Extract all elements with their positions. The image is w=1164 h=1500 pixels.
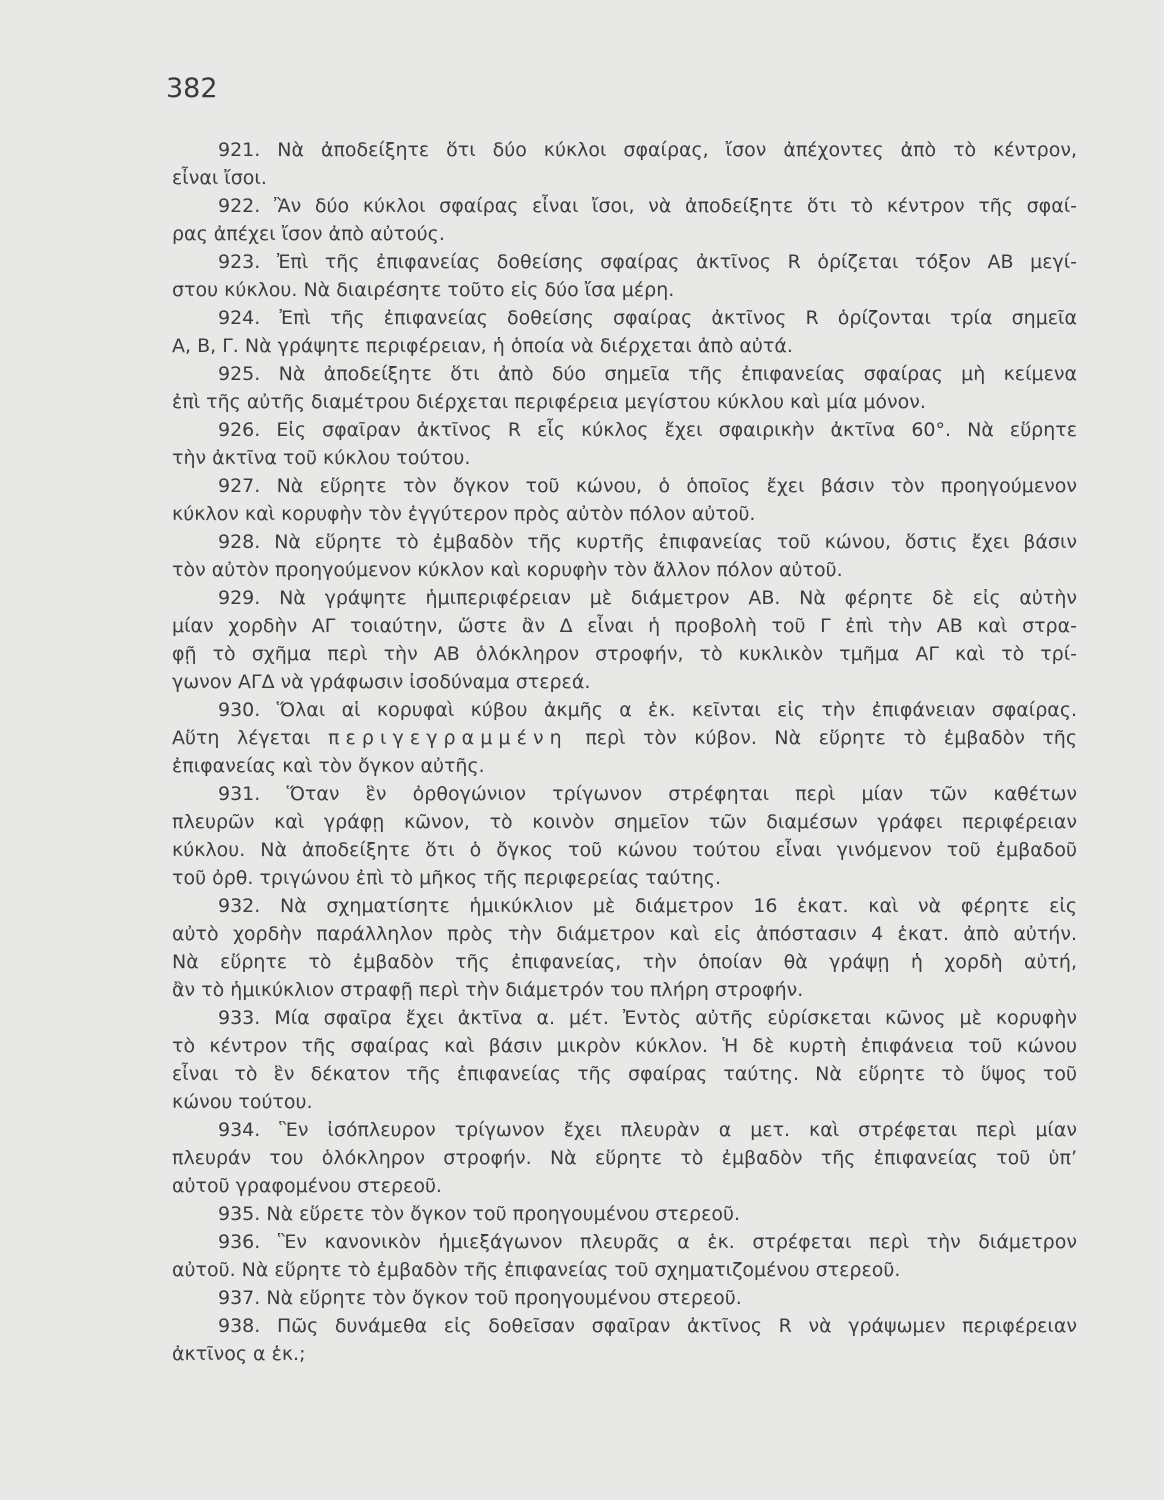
exercise-line: μίαν χορδὴν ΑΓ τοιαύτην, ὥστε ἂν Δ εἶναι ἡ προβολὴ τοῦ Γ ἐπὶ τὴν ΑΒ καὶ στρα-	[172, 615, 1077, 637]
exercise-line	[172, 724, 1077, 752]
exercise-line: Νὰ εὕρητε τὸ ἐμβαδὸν τῆς ἐπιφανείας, τὴν ὁποίαν θὰ γράψῃ ἡ χορδὴ αὐτή,	[172, 951, 1077, 973]
exercise-text: Ἐπὶ τῆς ἐπιφανείας δοθείσης σφαίρας ἀκτῖνος R ὁρίζεται τόξον ΑΒ μεγί-	[276, 251, 1077, 273]
exercise-number: 931.	[218, 783, 261, 805]
exercise-text: Νὰ εὕρητε τὸν ὄγκον τοῦ προηγουμένου στερεοῦ.	[266, 1287, 742, 1309]
exercise-line	[172, 696, 1077, 724]
exercise-text: Νὰ εὕρητε τὸν ὄγκον τοῦ κώνου, ὁ ὁποῖος ἔχει βάσιν τὸν προηγούμενον	[276, 475, 1077, 497]
exercise-line: τὴν ἀκτῖνα τοῦ κύκλου τούτου.	[172, 447, 471, 469]
exercise-line: ἐπιφανείας καὶ τὸν ὄγκον αὐτῆς.	[172, 755, 485, 777]
exercise-line	[172, 1200, 1077, 1228]
exercise-number: 935.	[218, 1203, 261, 1225]
exercise-text: Ἂν δύο κύκλοι σφαίρας εἶναι ἴσοι, νὰ ἀποδείξητε ὅτι τὸ κέντρον τῆς σφαί-	[273, 195, 1077, 217]
exercise-text: περὶ τὸν κύβον. Νὰ εὕρητε τὸ ἐμβαδὸν τῆς	[585, 727, 1077, 749]
exercise-text: Νὰ γράψητε ἡμιπεριφέρειαν μὲ διάμετρον ΑΒ. Νὰ φέρητε δὲ εἰς αὐτὴν	[279, 587, 1077, 609]
exercise-text: Νὰ σχηματίσητε ἡμικύκλιον μὲ διάμετρον 16 ἑκατ. καὶ νὰ φέρητε εἰς	[279, 895, 1077, 917]
exercise-number: 929.	[218, 587, 261, 609]
exercise-line: φῇ τὸ σχῆμα περὶ τὴν ΑΒ ὁλόκληρον στροφήν, τὸ κυκλικὸν τμῆμα ΑΓ καὶ τὸ τρί-	[172, 643, 1077, 665]
exercise-text: Αὕτη λέγεται	[172, 727, 311, 749]
exercise-line: εἶναι τὸ ἓν δέκατον τῆς ἐπιφανείας τῆς σφαίρας ταύτης. Νὰ εὕρητε τὸ ὕψος τοῦ	[172, 1063, 1077, 1085]
exercise-line: τὸ κέντρον τῆς σφαίρας καὶ βάσιν μικρὸν κύκλον. Ἡ δὲ κυρτὴ ἐπιφάνεια τοῦ κώνου	[172, 1035, 1077, 1057]
exercise-number: 926.	[218, 419, 261, 441]
exercise-line: πλευράν του ὁλόκληρον στροφήν. Νὰ εὕρητε τὸ ἐμβαδὸν τῆς ἐπιφανείας τοῦ ὑπ’	[172, 1147, 1077, 1169]
exercise-text: Νὰ εὕρητε τὸ ἐμβαδὸν τῆς κυρτῆς ἐπιφανείας τοῦ κώνου, ὅστις ἔχει βάσιν	[274, 531, 1077, 553]
exercise-line: ρας ἀπέχει ἴσον ἀπὸ αὐτούς.	[172, 223, 445, 245]
exercise-line: κύκλον καὶ κορυφὴν τὸν ἐγγύτερον πρὸς αὐτὸν πόλον αὐτοῦ.	[172, 503, 756, 525]
exercise-line: εἶναι ἴσοι.	[172, 167, 267, 189]
exercise-line	[172, 1004, 1077, 1032]
exercise-926	[172, 416, 1077, 472]
emphasized-term: περιγεγραμμένη	[328, 727, 568, 749]
exercise-line	[172, 360, 1077, 388]
exercise-text: Εἰς σφαῖραν ἀκτῖνος R εἷς κύκλος ἔχει σφαιρικὴν ἀκτῖνα 60°. Νὰ εὕρητε	[276, 419, 1077, 441]
exercise-924	[172, 304, 1077, 360]
exercise-text: Νὰ εὕρετε τὸν ὄγκον τοῦ προηγουμένου στερεοῦ.	[266, 1203, 741, 1225]
exercise-text: Ἓν κανονικὸν ἡμιεξάγωνον πλευρᾶς α ἑκ. στρέφεται περὶ τὴν διάμετρον	[277, 1231, 1077, 1253]
exercise-line	[172, 528, 1077, 556]
exercise-text: Νὰ ἀποδείξητε ὅτι ἀπὸ δύο σημεῖα τῆς ἐπιφανείας σφαίρας μὴ κείμενα	[278, 363, 1077, 385]
exercise-line	[172, 248, 1077, 276]
exercise-list	[172, 136, 1077, 1368]
exercise-line: στου κύκλου. Νὰ διαιρέσητε τοῦτο εἰς δύο ἴσα μέρη.	[172, 279, 675, 301]
exercise-text: Ἓν ἰσόπλευρον τρίγωνον ἔχει πλευρὰν α μετ. καὶ στρέφεται περὶ μίαν	[279, 1119, 1077, 1141]
exercise-935	[172, 1200, 1077, 1228]
page-number: 382	[166, 73, 218, 104]
exercise-number: 937.	[218, 1287, 261, 1309]
exercise-text: Ἐπὶ τῆς ἐπιφανείας δοθείσης σφαίρας ἀκτῖνος R ὁρίζονται τρία σημεῖα	[279, 307, 1078, 329]
exercise-932	[172, 892, 1077, 1004]
exercise-number: 932.	[218, 895, 261, 917]
exercise-line	[172, 1312, 1077, 1340]
exercise-line	[172, 136, 1077, 164]
exercise-line: αὐτὸ χορδὴν παράλληλον πρὸς τὴν διάμετρον καὶ εἰς ἀπόστασιν 4 ἑκατ. ἀπὸ αὐτήν.	[172, 923, 1077, 945]
exercise-line: τοῦ ὀρθ. τριγώνου ἐπὶ τὸ μῆκος τῆς περιφερείας ταύτης.	[172, 867, 722, 889]
exercise-number: 933.	[218, 1007, 261, 1029]
exercise-line: πλευρῶν καὶ γράφῃ κῶνον, τὸ κοινὸν σημεῖον τῶν διαμέσων γράφει περιφέρειαν	[172, 811, 1077, 833]
exercise-number: 934.	[218, 1119, 261, 1141]
exercise-number: 936.	[218, 1231, 261, 1253]
exercise-text: Ὅλαι αἱ κορυφαὶ κύβου ἀκμῆς α ἑκ. κεῖνται εἰς τὴν ἐπιφάνειαν σφαίρας.	[276, 699, 1078, 721]
exercise-text: Ὅταν ἓν ὀρθογώνιον τρίγωνον στρέφηται περὶ μίαν τῶν καθέτων	[286, 783, 1077, 805]
exercise-number: 927.	[218, 475, 261, 497]
exercise-line	[172, 192, 1077, 220]
exercise-line: ἐπὶ τῆς αὐτῆς διαμέτρου διέρχεται περιφέρεια μεγίστου κύκλου καὶ μία μόνον.	[172, 391, 926, 413]
exercise-line	[172, 584, 1077, 612]
exercise-line: αὐτοῦ. Νὰ εὕρητε τὸ ἐμβαδὸν τῆς ἐπιφανείας τοῦ σχηματιζομένου στερεοῦ.	[172, 1259, 901, 1281]
exercise-text: Πῶς δυνάμεθα εἰς δοθεῖσαν σφαῖραν ἀκτῖνος R νὰ γράψωμεν περιφέρειαν	[276, 1315, 1078, 1337]
exercise-number: 923.	[218, 251, 261, 273]
exercise-929	[172, 584, 1077, 696]
exercise-line	[172, 304, 1077, 332]
exercise-line	[172, 416, 1077, 444]
exercise-938	[172, 1312, 1077, 1368]
exercise-number: 930.	[218, 699, 261, 721]
exercise-927	[172, 472, 1077, 528]
exercise-text: Νὰ ἀποδείξητε ὅτι δύο κύκλοι σφαίρας, ἴσον ἀπέχοντες ἀπὸ τὸ κέντρον,	[277, 139, 1077, 161]
exercise-line: γωνον ΑΓΔ νὰ γράφωσιν ἰσοδύναμα στερεά.	[172, 671, 591, 693]
exercise-line: ἂν τὸ ἡμικύκλιον στραφῇ περὶ τὴν διάμετρόν του πλήρη στροφήν.	[172, 979, 804, 1001]
exercise-line: ἀκτῖνος α ἑκ.;	[172, 1343, 306, 1365]
exercise-line: αὐτοῦ γραφομένου στερεοῦ.	[172, 1175, 442, 1197]
exercise-number: 921.	[218, 139, 261, 161]
exercise-line	[172, 1116, 1077, 1144]
exercise-text: Μία σφαῖρα ἔχει ἀκτῖνα α. μέτ. Ἐντὸς αὐτῆς εὑρίσκεται κῶνος μὲ κορυφὴν	[274, 1007, 1077, 1029]
exercise-number: 938.	[218, 1315, 261, 1337]
exercise-line	[172, 780, 1077, 808]
exercise-line	[172, 1284, 1077, 1312]
exercise-928	[172, 528, 1077, 584]
exercise-line	[172, 892, 1077, 920]
exercise-922	[172, 192, 1077, 248]
exercise-923	[172, 248, 1077, 304]
exercise-line	[172, 472, 1077, 500]
exercise-line: τὸν αὐτὸν προηγούμενον κύκλον καὶ κορυφὴν τὸν ἄλλον πόλον αὐτοῦ.	[172, 559, 843, 581]
exercise-934	[172, 1116, 1077, 1200]
exercise-line	[172, 1228, 1077, 1256]
exercise-936	[172, 1228, 1077, 1284]
exercise-921	[172, 136, 1077, 192]
exercise-937	[172, 1284, 1077, 1312]
exercise-930	[172, 696, 1077, 780]
exercise-number: 925.	[218, 363, 261, 385]
exercise-931	[172, 780, 1077, 892]
exercise-number: 924.	[218, 307, 261, 329]
exercise-line: κώνου τούτου.	[172, 1091, 313, 1113]
exercise-number: 922.	[218, 195, 261, 217]
exercise-925	[172, 360, 1077, 416]
exercise-933	[172, 1004, 1077, 1116]
exercise-line: Α, Β, Γ. Νὰ γράψητε περιφέρειαν, ἡ ὁποία νὰ διέρχεται ἀπὸ αὐτά.	[172, 335, 793, 357]
exercise-line: κύκλου. Νὰ ἀποδείξητε ὅτι ὁ ὄγκος τοῦ κώνου τούτου εἶναι γινόμενον τοῦ ἐμβαδοῦ	[172, 839, 1077, 861]
exercise-number: 928.	[218, 531, 261, 553]
